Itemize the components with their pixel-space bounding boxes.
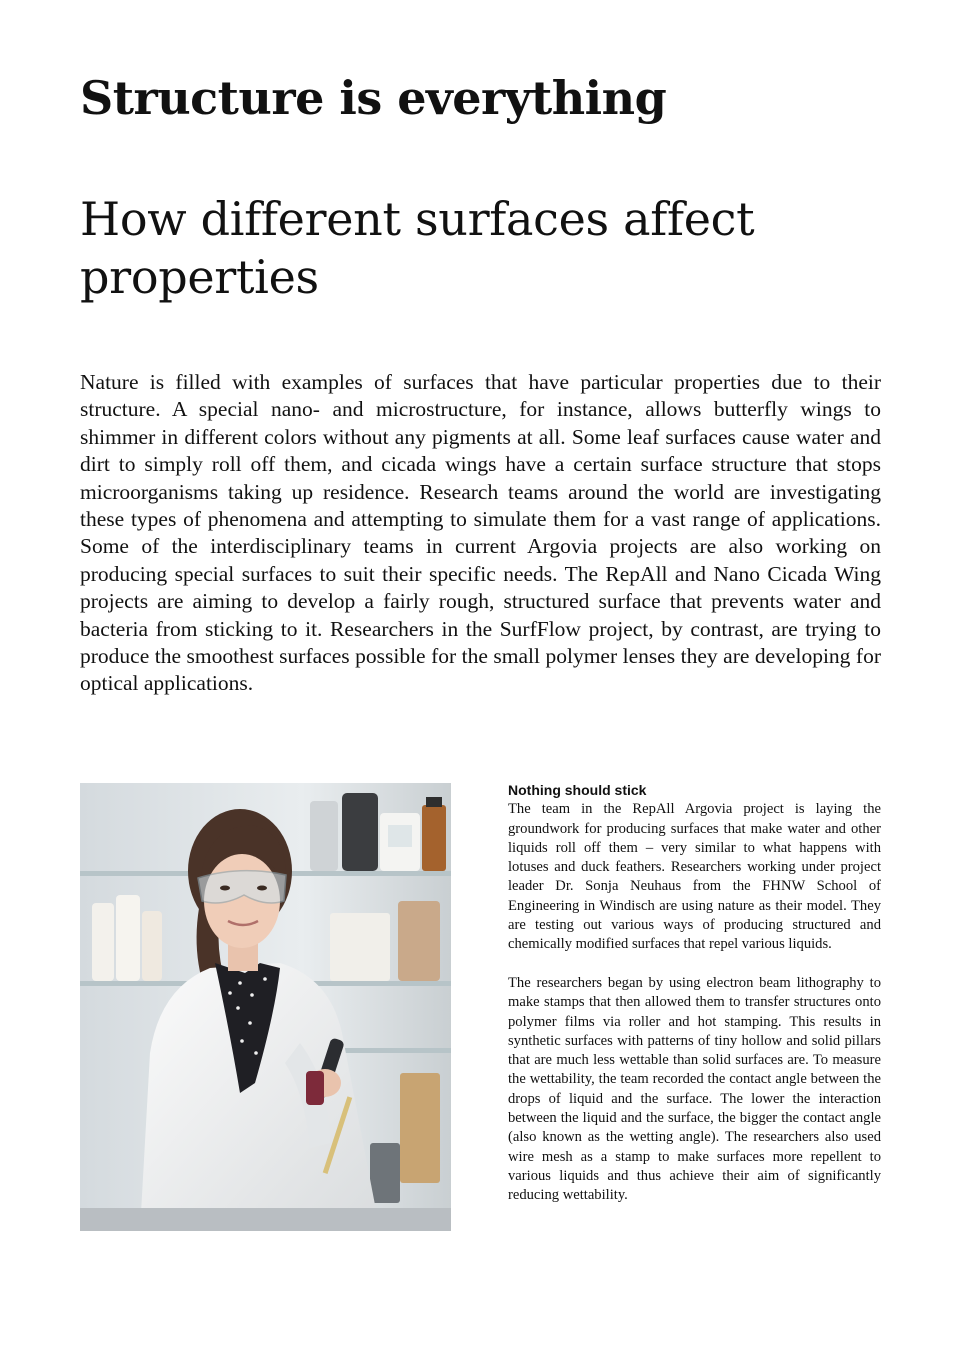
researcher-photo [80, 783, 451, 1231]
section-paragraph-2: The researchers began by using electron beam lithography to make stamps that then allowed them to transfer structures onto polymer films via roller and hot stamping. This results in synthetic surfaces with patterns of tiny hollow and solid pillars that are much less wettable than solid surfaces are. To measure the wettability, the team recorded the contact angle between the drops of liquid and the surface. The lower the interaction between the liquid and the surface, the bigger the contact angle (also known as the wetting angle). The researchers also used wire mesh as a stamp to make surfaces more repellent to various liquids and thus achieve their aim of significantly reducing wettability. [508, 974, 881, 1204]
page-title: Structure is everything [80, 71, 667, 125]
nothing-should-stick-section [508, 781, 881, 1206]
intro-paragraph: Nature is filled with examples of surfaces that have particular properties due to their structure. A special nano- and microstructure, for instance, allows butterfly wings to shimmer in different colors without any pigments at all. Some leaf surfaces cause water and dirt to simply roll off them, and cicada wings have a certain surface structure that stops microorganisms taking up residence. Research teams around the world are investigating these types of phenomena and attempting to simulate them for a vast range of applications. Some of the interdisciplinary teams in current Argovia projects are also working on producing special surfaces to suit their specific needs. The RepAll and Nano Cicada Wing projects are aiming to develop a fairly rough, structured surface that prevents water and bacteria from sticking to it. Researchers in the SurfFlow project, by contrast, are trying to produce the smoothest surfaces possible for the small polymer lenses they are developing for optical applications. [80, 370, 881, 696]
section-paragraph-1: The team in the RepAll Argovia project is laying the groundwork for producing surfaces that make water and other liquids roll off them – very similar to what happens with lotuses and duck feathers. Researchers working under project leader Dr. Sonja Neuhaus from the FHNW School of Engineering in Windisch are using nature as their model. They are testing out various ways of producing structured and chemically modified surfaces that repel various liquids. [508, 801, 881, 953]
lab-scene-illustration [80, 783, 451, 1231]
section-heading: Nothing should stick [508, 782, 647, 798]
page-subtitle: How different surfaces affect properties [80, 192, 755, 304]
